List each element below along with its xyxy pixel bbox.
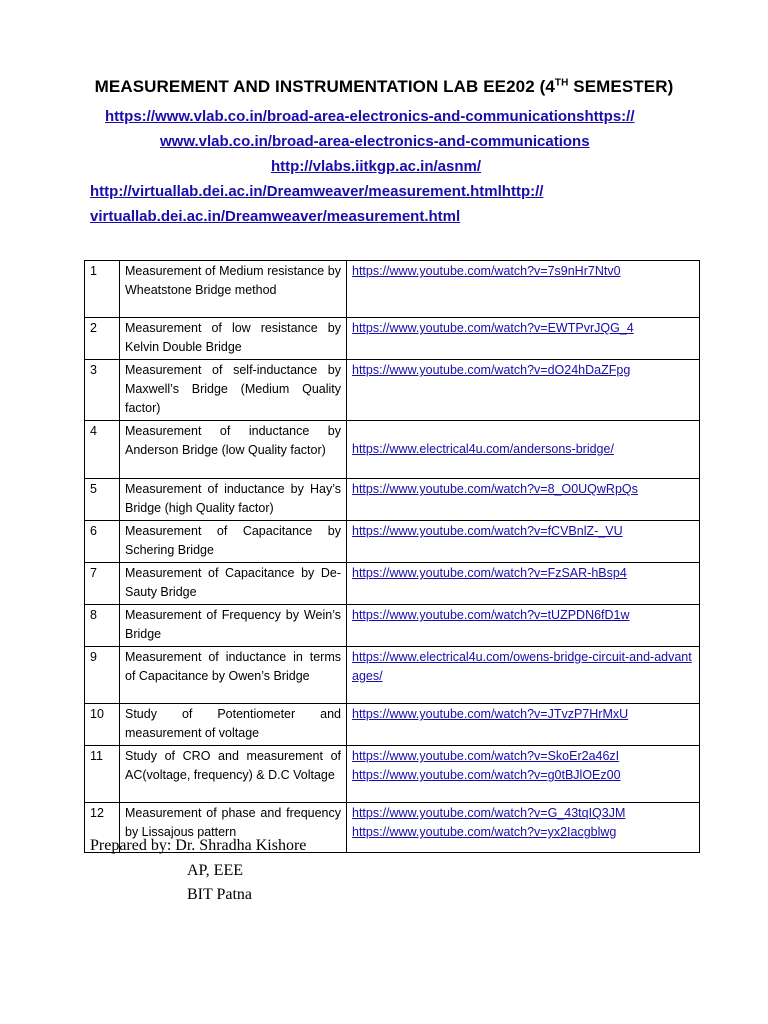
title-tail: SEMESTER): [568, 77, 674, 96]
experiment-number: 12: [85, 803, 120, 853]
video-link[interactable]: https://www.youtube.com/watch?v=dO24hDaZFpg: [352, 363, 631, 377]
experiment-links: [347, 563, 700, 605]
table-row: [85, 704, 700, 746]
table-row: [85, 521, 700, 563]
experiment-links: [347, 479, 700, 521]
page-title: [0, 77, 768, 97]
experiment-number: 7: [85, 563, 120, 605]
experiment-description: Measurement of phase and frequency by Lissajous pattern: [120, 803, 347, 853]
experiment-number: 9: [85, 647, 120, 704]
video-link[interactable]: https://www.youtube.com/watch?v=EWTPvrJQG_4: [352, 321, 634, 335]
vlab-link-line-1[interactable]: https://www.vlab.co.in/broad-area-electronics-and-communicationshttps://: [105, 108, 635, 125]
experiment-number: 11: [85, 746, 120, 803]
experiments-table: [84, 260, 700, 853]
experiment-links: [347, 360, 700, 421]
table-row: [85, 360, 700, 421]
iitkgp-link[interactable]: http://vlabs.iitkgp.ac.in/asnm/: [271, 158, 482, 175]
experiment-number: 4: [85, 421, 120, 479]
video-link[interactable]: https://www.youtube.com/watch?v=G_43tqIQ3JM: [352, 806, 626, 820]
video-link[interactable]: https://www.youtube.com/watch?v=fCVBnlZ-_VU: [352, 524, 623, 538]
experiment-description: Measurement of self-inductance by Maxwell’s Bridge (Medium Quality factor): [120, 360, 347, 421]
experiment-description: Measurement of low resistance by Kelvin Double Bridge: [120, 318, 347, 360]
experiment-description: Measurement of Medium resistance by Wheatstone Bridge method: [120, 261, 347, 318]
video-link[interactable]: https://www.youtube.com/watch?v=tUZPDN6fD1w: [352, 608, 630, 622]
table-row: [85, 479, 700, 521]
experiment-links: [347, 605, 700, 647]
prepared-by: Prepared by: Dr. Shradha Kishore: [90, 837, 307, 854]
video-link[interactable]: https://www.youtube.com/watch?v=JTvzP7HrMxU: [352, 707, 629, 721]
experiment-links: [347, 261, 700, 318]
experiment-description: Measurement of Frequency by Wein’s Bridge: [120, 605, 347, 647]
experiment-number: 3: [85, 360, 120, 421]
vlab-link-line-2[interactable]: www.vlab.co.in/broad-area-electronics-and-communications: [160, 133, 590, 150]
table-row: [85, 421, 700, 479]
table-row: [85, 563, 700, 605]
video-link[interactable]: https://www.youtube.com/watch?v=SkoEr2a46zI: [352, 749, 620, 763]
experiment-links: [347, 704, 700, 746]
author-institution: BIT Patna: [187, 886, 253, 903]
experiment-number: 6: [85, 521, 120, 563]
title-superscript: TH: [554, 77, 569, 89]
video-link[interactable]: https://www.youtube.com/watch?v=7s9nHr7Ntv0: [352, 264, 621, 278]
title-main: MEASUREMENT AND INSTRUMENTATION LAB EE202 (4: [94, 77, 555, 96]
experiment-description: Study of CRO and measurement of AC(voltage, frequency) & D.C Voltage: [120, 746, 347, 803]
table-row: [85, 318, 700, 360]
experiment-links: [347, 803, 700, 853]
video-link[interactable]: https://www.youtube.com/watch?v=g0tBJlOEz00: [352, 768, 621, 782]
experiment-description: Measurement of inductance by Anderson Bridge (low Quality factor): [120, 421, 347, 479]
experiment-links: [347, 318, 700, 360]
experiment-description: Study of Potentiometer and measurement of voltage: [120, 704, 347, 746]
video-link[interactable]: https://www.electrical4u.com/owens-bridge-circuit-and-advantages/: [352, 650, 692, 683]
table-row: [85, 746, 700, 803]
experiment-links: [347, 421, 700, 479]
video-link[interactable]: https://www.youtube.com/watch?v=FzSAR-hBsp4: [352, 566, 627, 580]
video-link[interactable]: https://www.youtube.com/watch?v=8_O0UQwRpQs: [352, 482, 638, 496]
experiment-description: Measurement of Capacitance by De- Sauty Bridge: [120, 563, 347, 605]
experiment-number: 10: [85, 704, 120, 746]
video-link[interactable]: https://www.youtube.com/watch?v=yx2Iacgblwg: [352, 825, 617, 839]
experiment-links: [347, 521, 700, 563]
video-link[interactable]: https://www.electrical4u.com/andersons-bridge/: [352, 441, 614, 456]
experiment-number: 1: [85, 261, 120, 318]
experiment-number: 8: [85, 605, 120, 647]
experiment-number: 5: [85, 479, 120, 521]
table-row: [85, 647, 700, 704]
experiment-description: Measurement of Capacitance by Schering Bridge: [120, 521, 347, 563]
author-designation: AP, EEE: [187, 862, 243, 879]
experiment-number: 2: [85, 318, 120, 360]
experiment-links: [347, 647, 700, 704]
experiment-description: Measurement of inductance in terms of Capacitance by Owen’s Bridge: [120, 647, 347, 704]
virtuallab-link-line-2[interactable]: virtuallab.dei.ac.in/Dreamweaver/measurement.html: [90, 208, 461, 225]
experiment-links: [347, 746, 700, 803]
experiment-description: Measurement of inductance by Hay’s Bridge (high Quality factor): [120, 479, 347, 521]
table-row: [85, 605, 700, 647]
table-row: [85, 261, 700, 318]
virtuallab-link-line-1[interactable]: http://virtuallab.dei.ac.in/Dreamweaver/measurement.htmlhttp://: [90, 183, 544, 200]
